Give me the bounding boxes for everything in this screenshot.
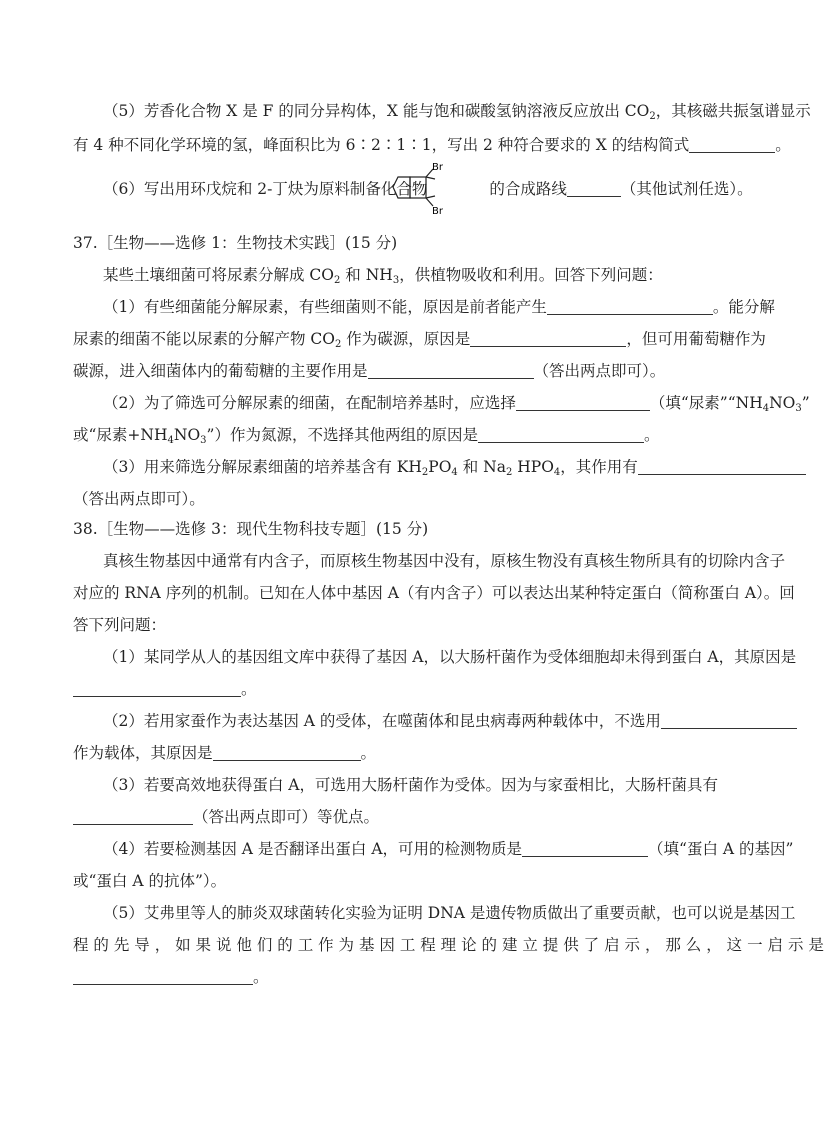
answer-blank[interactable] (522, 840, 648, 857)
q38-intro-line1: 真核生物基因中通常有内含子，而原核生物基因中没有，原核生物没有真核生物所具有的切除内含子 (103, 552, 786, 570)
q38-4-line2: 或“蛋白 A 的抗体”）。 (73, 872, 227, 890)
q38-4-line1: （4）若要检测基因 A 是否翻译出蛋白 A，可用的检测物质是 （填“蛋白 A 的基因” (103, 840, 794, 858)
q37-1-line2: 尿素的细菌不能以尿素的分解产物 $CO_2$ 作为碳源，原因是 ，但可用葡萄糖作为 (73, 330, 766, 350)
answer-blank[interactable] (689, 136, 775, 153)
q37-2-line1: （2）为了筛选可分解尿素的细菌，在配制培养基时，应选择 （填“尿素$”“NH_4NO_3$” (103, 394, 810, 414)
q38-heading: 38.［生物——选修 3：现代生物科技专题］(15 分) (73, 520, 429, 538)
br-label-bottom: Br (432, 206, 443, 217)
q38-2-line1: （2）若用家蚕作为表达基因 A 的受体，在噬菌体和昆虫病毒两种载体中，不选用 (103, 710, 797, 732)
answer-blank[interactable] (567, 180, 621, 197)
q37-2-line2: 或“尿素$+NH_4NO_3$”）作为氮源，不选择其他两组的原因是 。 (73, 426, 660, 446)
q38-2-line2: 作为载体，其原因是 。 (73, 744, 377, 762)
q38-3-line1: （3）若要高效地获得蛋白 A，可选用大肠杆菌作为受体。因为与家蚕相比，大肠杆菌具有 (103, 776, 718, 794)
q38-1-line2: 。 (73, 678, 257, 700)
q37-1-line3: 碳源，进入细菌体内的葡萄糖的主要作用是 （答出两点即可）。 (73, 362, 666, 380)
q38-5-line2: 程 的 先 导 ， 如 果 说 他 们 的 工 作 为 基 因 工 程 理 论 的 建 立 提 供 了 启 示 ， 那 么 ， 这 一 启 示 是 (73, 936, 824, 954)
answer-blank[interactable] (547, 298, 713, 315)
answer-blank[interactable] (470, 330, 626, 347)
answer-blank[interactable] (213, 744, 361, 761)
answer-blank[interactable] (478, 426, 644, 443)
answer-blank[interactable] (73, 680, 241, 697)
answer-blank[interactable] (516, 394, 650, 411)
answer-blank[interactable] (73, 808, 193, 825)
q38-intro-line2: 对应的 RNA 序列的机制。已知在人体中基因 A（有内含子）可以表达出某种特定蛋白（简称蛋白 A）。回 (73, 584, 795, 602)
q38-3-line2: （答出两点即可）等优点。 (73, 806, 379, 828)
answer-blank[interactable] (661, 712, 797, 729)
answer-blank[interactable] (368, 362, 534, 379)
q37-1-line1: （1）有些细菌能分解尿素，有些细菌则不能，原因是前者能产生 。能分解 (103, 298, 775, 316)
q38-intro-line3: 答下列问题： (73, 616, 167, 634)
q37-heading: 37.［生物——选修 1：生物技术实践］(15 分) (73, 234, 398, 252)
dibromo-tricyclic-structure (385, 160, 447, 218)
q36-5-line2: 有 4 种不同化学环境的氢，峰面积比为 6∶2∶1∶1，写出 2 种符合要求的 X 的结构简式 。 (73, 136, 791, 154)
q36-6-line: （6）写出用环戊烷和 2-丁炔为原料制备化合物 的合成路线 （其他试剂任选）。 (103, 180, 753, 198)
q38-1-line1: （1）某同学从人的基因组文库中获得了基因 A，以大肠杆菌作为受体细胞却未得到蛋白 A，其原因是 (103, 648, 797, 666)
q36-5-line1: （5）芳香化合物 X 是 F 的同分异构体，X 能与饱和碳酸氢钠溶液反应放出 $CO_2$，其核磁共振氢谱显示 (103, 102, 811, 122)
br-label-top: Br (432, 162, 443, 173)
q38-5-line1: （5）艾弗里等人的肺炎双球菌转化实验为证明 DNA 是遗传物质做出了重要贡献，也可以说是基因工 (103, 904, 796, 922)
q38-5-line3: 。 (73, 966, 269, 988)
q37-3-line2: （答出两点即可）。 (73, 490, 205, 508)
answer-blank[interactable] (73, 968, 253, 985)
q37-intro: 某些土壤细菌可将尿素分解成 $CO_2$ 和 $NH_3$，供植物吸收和利用。回答下列问题： (103, 266, 663, 286)
answer-blank[interactable] (638, 458, 806, 475)
q37-3-line1: （3）用来筛选分解尿素细菌的培养基含有 $KH_2PO_4$ 和 $Na_2$ $HPO_4$，其作用有 (103, 456, 806, 478)
